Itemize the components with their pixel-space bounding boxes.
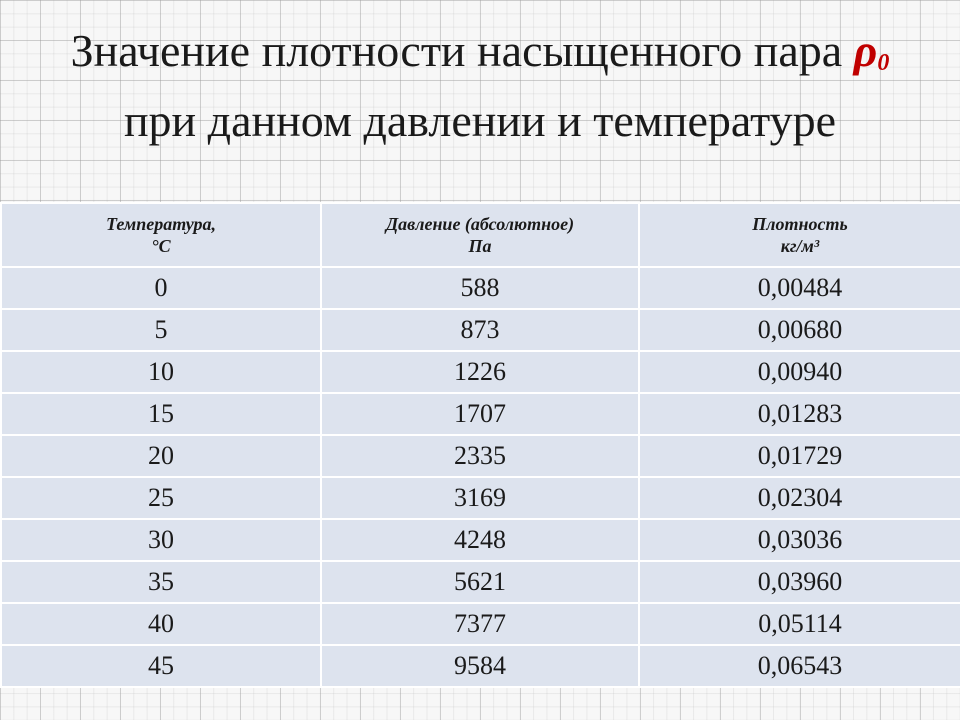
temperature-cell: 5: [1, 309, 321, 351]
density-cell: 0,02304: [639, 477, 960, 519]
temperature-cell: 20: [1, 435, 321, 477]
table-body: [1, 267, 960, 687]
header-pressure-unit: Па: [468, 236, 492, 256]
density-table: [0, 202, 960, 688]
pressure-cell: 3169: [321, 477, 639, 519]
table-row: [1, 267, 960, 309]
density-cell: 0,00940: [639, 351, 960, 393]
pressure-cell: 4248: [321, 519, 639, 561]
temperature-cell: 0: [1, 267, 321, 309]
table-row: [1, 393, 960, 435]
pressure-cell: 588: [321, 267, 639, 309]
header-temperature-label: Температура,: [105, 214, 217, 234]
pressure-cell: 9584: [321, 645, 639, 687]
header-density-label: Плотность: [752, 214, 848, 234]
header-temperature-unit: °С: [151, 236, 171, 256]
title-text-1: Значение плотности насыщенного пара: [70, 25, 843, 76]
density-cell: 0,05114: [639, 603, 960, 645]
header-density-unit: кг/м³: [780, 236, 820, 256]
header-temperature: [1, 203, 321, 267]
slide-title: [0, 22, 960, 150]
temperature-cell: 30: [1, 519, 321, 561]
density-table-container: [0, 202, 960, 688]
header-pressure-label: Давление (абсолютное): [385, 214, 575, 234]
pressure-cell: 1707: [321, 393, 639, 435]
temperature-cell: 35: [1, 561, 321, 603]
title-line-1: [0, 22, 960, 92]
table-row: [1, 519, 960, 561]
table-row: [1, 435, 960, 477]
header-pressure: [321, 203, 639, 267]
pressure-cell: 1226: [321, 351, 639, 393]
table-row: [1, 477, 960, 519]
temperature-cell: 10: [1, 351, 321, 393]
pressure-cell: 5621: [321, 561, 639, 603]
density-cell: 0,01283: [639, 393, 960, 435]
table-header-row: [1, 203, 960, 267]
density-cell: 0,00484: [639, 267, 960, 309]
table-row: [1, 351, 960, 393]
temperature-cell: 15: [1, 393, 321, 435]
rho-subscript: 0: [877, 50, 890, 76]
pressure-cell: 873: [321, 309, 639, 351]
table-row: [1, 561, 960, 603]
table-row: [1, 645, 960, 687]
table-row: [1, 603, 960, 645]
rho-symbol: [854, 25, 890, 76]
header-density: [639, 203, 960, 267]
density-cell: 0,03960: [639, 561, 960, 603]
table-row: [1, 309, 960, 351]
temperature-cell: 40: [1, 603, 321, 645]
density-cell: 0,03036: [639, 519, 960, 561]
density-cell: 0,00680: [639, 309, 960, 351]
temperature-cell: 25: [1, 477, 321, 519]
density-cell: 0,06543: [639, 645, 960, 687]
temperature-cell: 45: [1, 645, 321, 687]
density-cell: 0,01729: [639, 435, 960, 477]
rho-letter: ρ: [853, 25, 878, 76]
pressure-cell: 7377: [321, 603, 639, 645]
pressure-cell: 2335: [321, 435, 639, 477]
title-line-2: при данном давлении и температуре: [123, 95, 837, 146]
